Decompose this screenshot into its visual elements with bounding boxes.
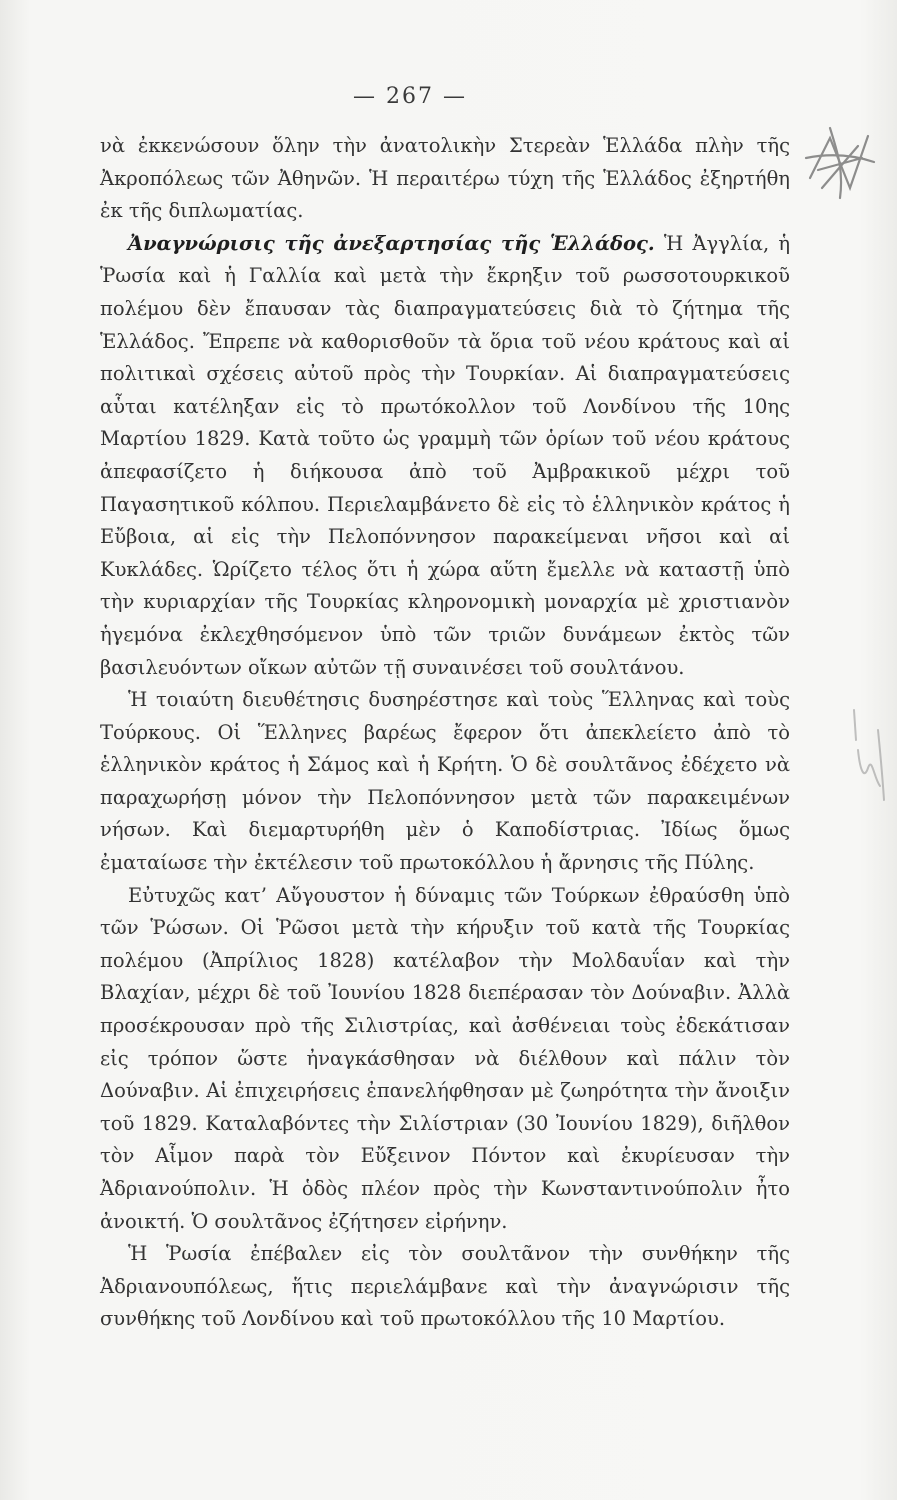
paragraph xyxy=(100,880,790,1239)
ink-stamp-mark-icon xyxy=(800,118,880,208)
main-text xyxy=(100,130,790,1336)
paragraph xyxy=(100,684,790,880)
paragraph-text: Ἡ τοιαύτη διευθέτησις δυσηρέστησε καὶ τοὺς Ἕλληνας καὶ τοὺς Τούρκους. Οἱ Ἕλληνες βαρέως ἔφερον ὅτι ἀπεκλείετο ἀπὸ τὸ ἑλληνικὸν κράτος ἡ Σάμος καὶ ἡ Κρήτη. Ὁ δὲ σουλτᾶνος ἐδέχετο νὰ παραχωρήσῃ μόνον τὴν Πελοπόννησον μετὰ τῶν παρακειμένων νήσων. Καὶ διεμαρτυρήθη μὲν ὁ Καποδίστριας. Ἰδίως ὅμως ἐματαίωσε τὴν ἐκτέλεσιν τοῦ πρωτοκόλλου ἡ ἄρνησις τῆς Πύλης. xyxy=(100,688,790,875)
paragraph xyxy=(100,1238,790,1336)
paragraph-text: Εὐτυχῶς κατ’ Αὔγουστον ἡ δύναμις τῶν Τούρκων ἐθραύσθη ὑπὸ τῶν Ῥώσων. Οἱ Ῥῶσοι μετὰ τὴν κήρυξιν τοῦ κατὰ τῆς Τουρκίας πολέμου (Ἀπρίλιος 1828) κατέλαβον τὴν Μολδαυΐαν καὶ τὴν Βλαχίαν, μέχρι δὲ τοῦ Ἰουνίου 1828 διεπέρασαν τὸν Δούναβιν. Ἀλλὰ προσέκρουσαν πρὸ τῆς Σιλιστρίας, καὶ ἀσθένειαι τοὺς ἐδεκάτισαν εἰς τρόπον ὥστε ἠναγκάσθησαν νὰ διέλθουν καὶ πάλιν τὸν Δούναβιν. Αἱ ἐπιχειρήσεις ἐπανελήφθησαν μὲ ζωηρότητα τὴν ἄνοιξιν τοῦ 1829. Καταλαβόντες τὴν Σιλίστριαν (30 Ἰουνίου 1829), διῆλθον τὸν Αἷμον παρὰ τὸν Εὔξεινον Πόντον καὶ ἐκυρίευσαν τὴν Ἀδριανούπολιν. Ἡ ὁδὸς πλέον πρὸς τὴν Κωνσταντινούπολιν ἦτο ἀνοικτή. Ὁ σουλτᾶνος ἐζήτησεν εἰρήνην. xyxy=(100,883,790,1233)
paragraph-text: νὰ ἐκκενώσουν ὅλην τὴν ἀνατολικὴν Στερεὰν Ἑλλάδα πλὴν τῆς Ἀκροπόλεως τῶν Ἀθηνῶν. Ἡ περαιτέρω τύχη τῆς Ἑλλάδος ἐξηρτήθη ἐκ τῆς διπλωματίας. xyxy=(100,134,790,223)
paragraph-text: Ἡ Ῥωσία ἐπέβαλεν εἰς τὸν σουλτᾶνον τὴν συνθήκην τῆς Ἀδριανουπόλεως, ἥτις περιελάμβανε καὶ τὴν ἀναγνώρισιν τῆς συνθήκης τοῦ Λονδίνου καὶ τοῦ πρωτοκόλλου τῆς 10 Μαρτίου. xyxy=(100,1242,790,1331)
handwritten-margin-mark-icon xyxy=(850,690,890,820)
page-number: — 267 — xyxy=(353,84,467,109)
section-heading: Ἀναγνώρισις τῆς ἀνεξαρτησίας τῆς Ἑλλάδος. xyxy=(128,231,655,255)
paragraph xyxy=(100,228,790,684)
paragraph xyxy=(100,130,790,228)
paragraph-text: Ἡ Ἀγγλία, ἡ Ῥωσία καὶ ἡ Γαλλία καὶ μετὰ τὴν ἔκρηξιν τοῦ ρωσσοτουρκικοῦ πολέμου δὲν ἔπαυσαν τὰς διαπραγματεύσεις διὰ τὸ ζήτημα τῆς Ἑλλάδος. Ἔπρεπε νὰ καθορισθοῦν τὰ ὅρια τοῦ νέου κράτους καὶ αἱ πολιτικαὶ σχέσεις αὐτοῦ πρὸς τὴν Τουρκίαν. Αἱ διαπραγματεύσεις αὗται κατέληξαν εἰς τὸ πρωτόκολλον τοῦ Λονδίνου τῆς 10ης Μαρτίου 1829. Κατὰ τοῦτο ὡς γραμμὴ τῶν ὁρίων τοῦ νέου κράτους ἀπεφασίζετο ἡ διήκουσα ἀπὸ τοῦ Ἀμβρακικοῦ μέχρι τοῦ Παγασητικοῦ κόλπου. Περιελαμβάνετο δὲ εἰς τὸ ἑλληνικὸν κράτος ἡ Εὔβοια, αἱ εἰς τὴν Πελοπόννησον παρακείμεναι νῆσοι καὶ αἱ Κυκλάδες. Ὡρίζετο τέλος ὅτι ἡ χώρα αὕτη ἔμελλε νὰ καταστῇ ὑπὸ τὴν κυριαρχίαν τῆς Τουρκίας κληρονομικὴ μοναρχία μὲ χριστιανὸν ἡγεμόνα ἐκλεχθησόμενον ὑπὸ τῶν τριῶν δυνάμεων ἐκτὸς τῶν βασιλευόντων οἴκων αὐτῶν τῇ συναινέσει τοῦ σουλτάνου. xyxy=(100,231,791,679)
